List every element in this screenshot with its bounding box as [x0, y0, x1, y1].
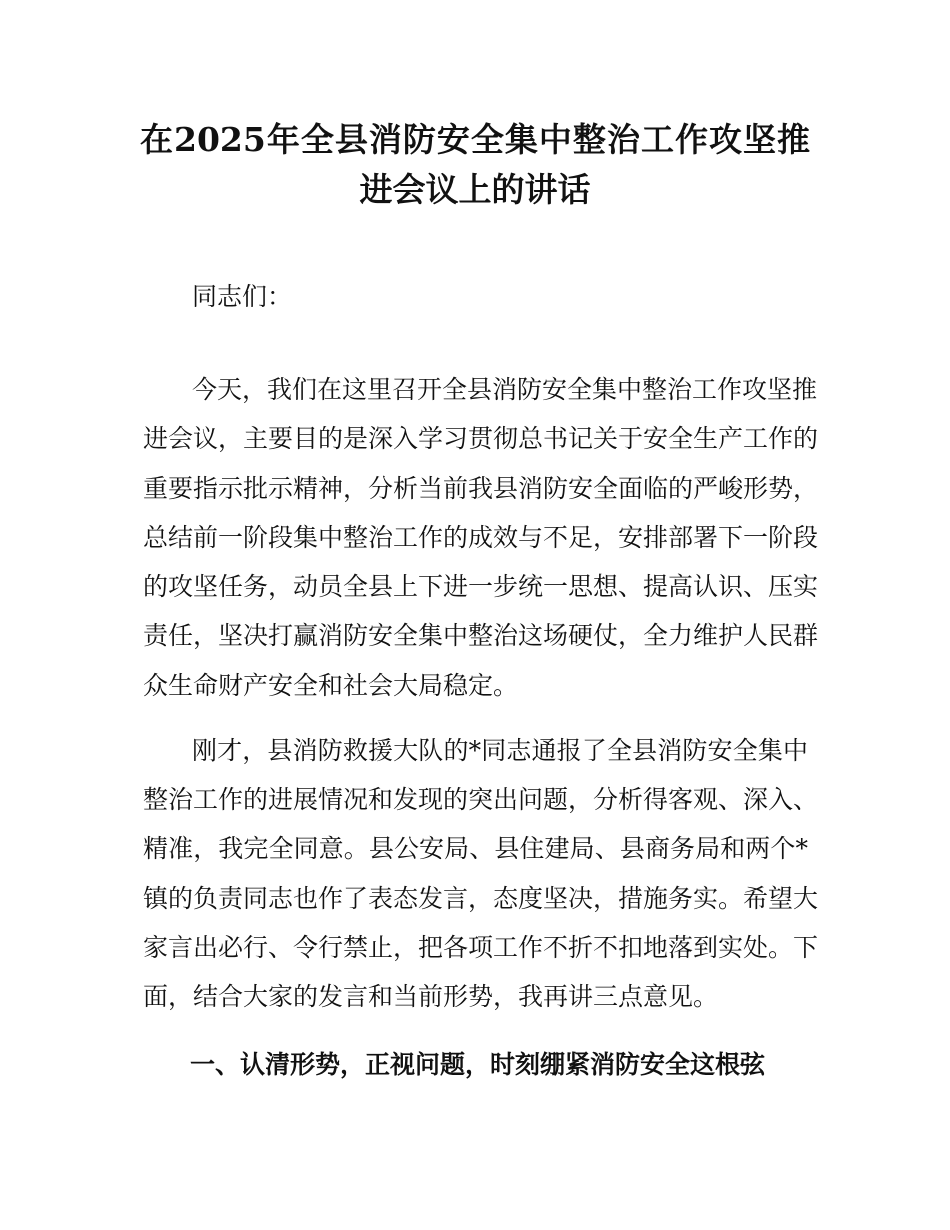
paragraph-line: 重要指示批示精神，分析当前我县消防安全面临的严峻形势，	[143, 474, 819, 503]
paragraph-line: 镇的负责同志也作了表态发言，态度坚决，措施务实。希望大	[143, 884, 819, 913]
paragraph-line: 面，结合大家的发言和当前形势，我再讲三点意见。	[143, 982, 719, 1011]
paragraph-line: 刚才，县消防救援大队的*同志通报了全县消防安全集中	[192, 736, 808, 765]
document-title-line-2: 进会议上的讲话	[359, 170, 591, 209]
paragraph-line: 整治工作的进展情况和发现的突出问题，分析得客观、深入、	[143, 785, 819, 814]
paragraph-line: 责任，坚决打赢消防安全集中整治这场硬仗，全力维护人民群	[143, 621, 819, 650]
document-title-line-1: 在2025年全县消防安全集中整治工作攻坚推	[140, 120, 810, 159]
section-heading: 一、认清形势，正视问题，时刻绷紧消防安全这根弦	[190, 1050, 766, 1079]
paragraph-line: 的攻坚任务，动员全县上下进一步统一思想、提高认识、压实	[143, 572, 819, 601]
paragraph-line: 总结前一阶段集中整治工作的成效与不足，安排部署下一阶段	[143, 523, 819, 552]
paragraph-line: 进会议，主要目的是深入学习贯彻总书记关于安全生产工作的	[143, 424, 819, 453]
paragraph-line: 众生命财产安全和社会大局稳定。	[143, 671, 519, 700]
salutation: 同志们：	[192, 282, 293, 311]
paragraph-line: 家言出必行、令行禁止，把各项工作不折不扣地落到实处。下	[143, 933, 819, 962]
paragraph-line: 精准，我完全同意。县公安局、县住建局、县商务局和两个*	[143, 834, 808, 863]
paragraph-line: 今天，我们在这里召开全县消防安全集中整治工作攻坚推	[192, 375, 818, 404]
